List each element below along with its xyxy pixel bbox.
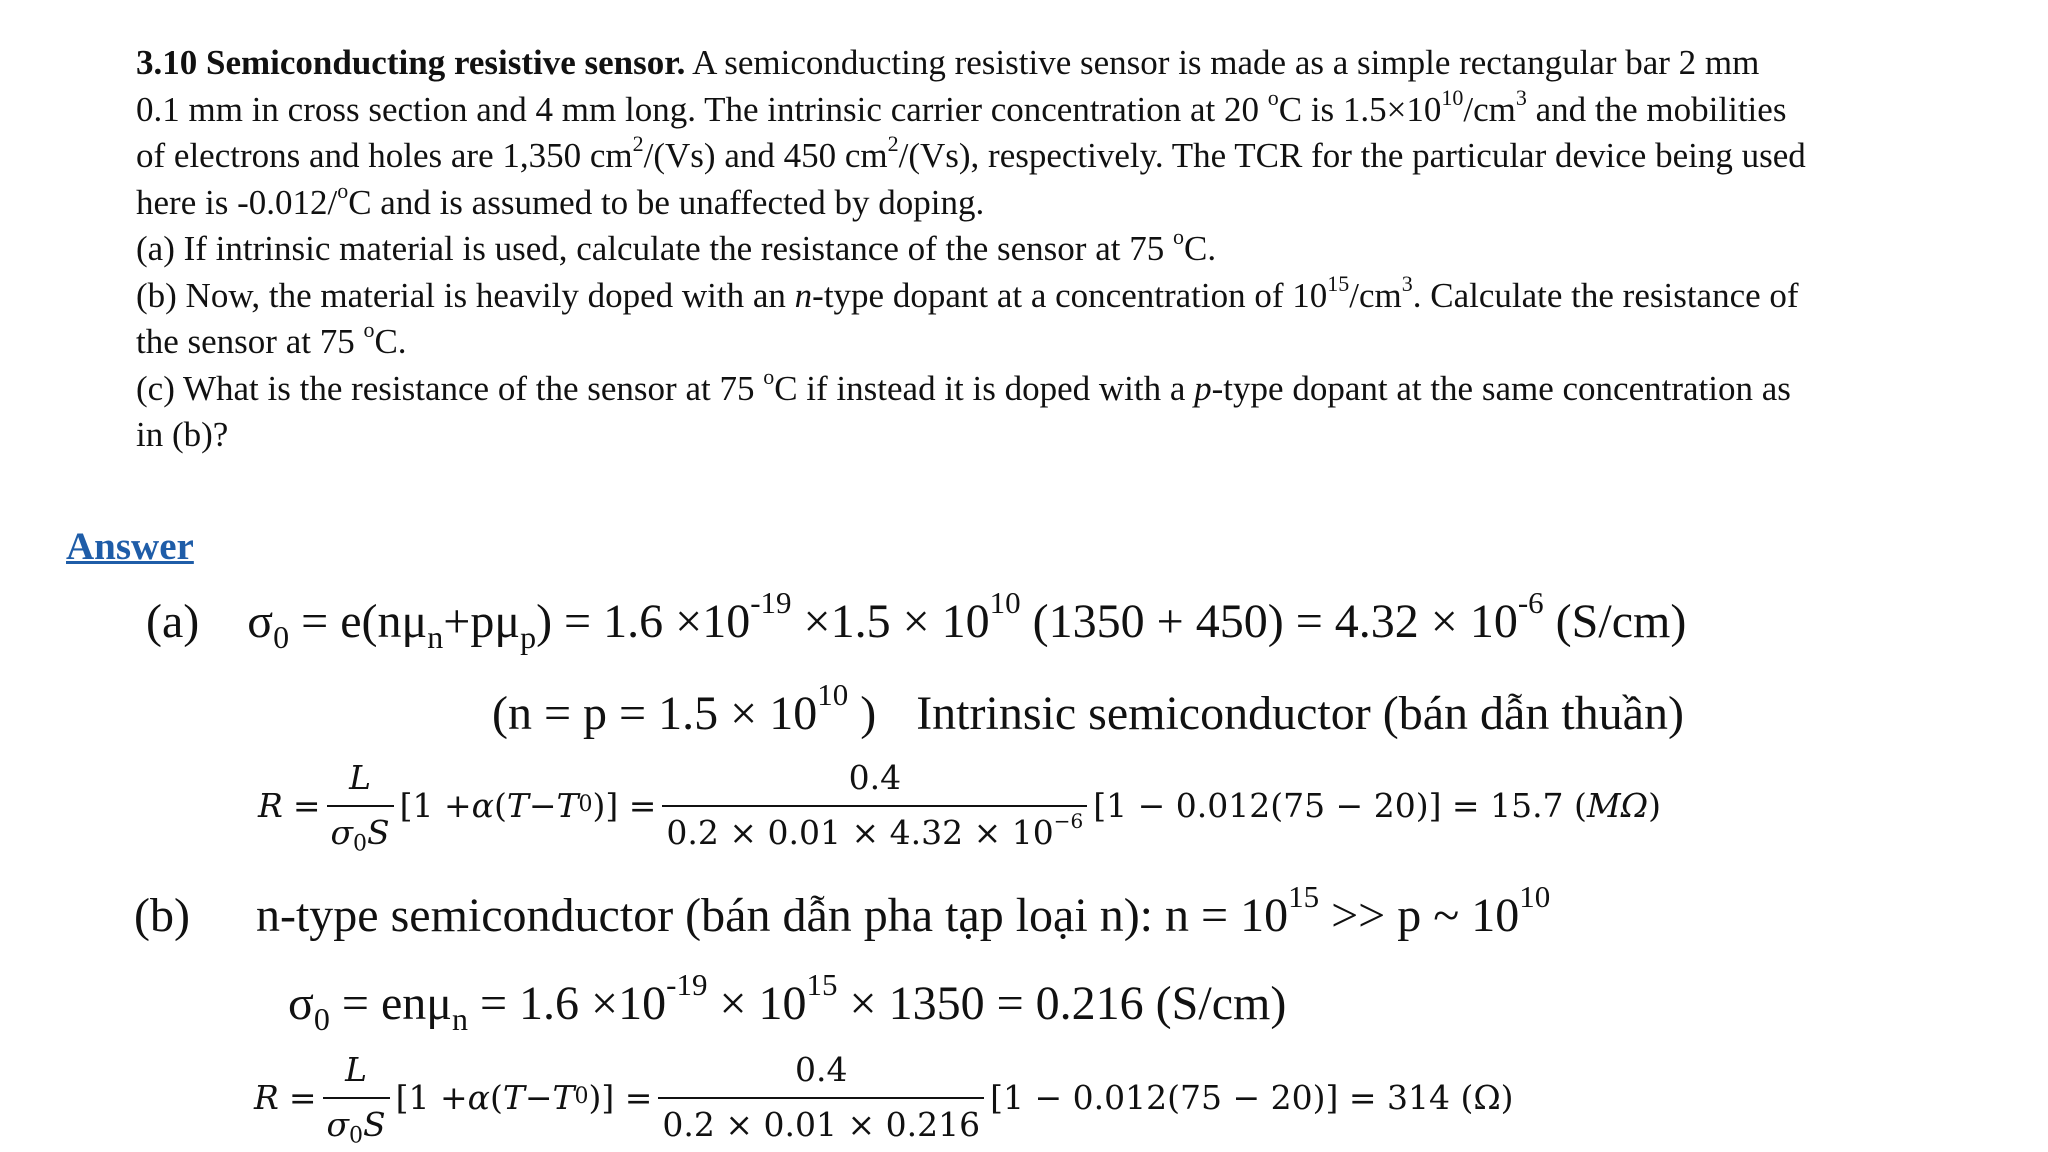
answer-heading-link[interactable]: Answer	[66, 525, 194, 568]
answer-a-label: (a)	[146, 595, 200, 648]
answer-b-sigma-line: $\sigma_0 = en\mu_n = 1.6 \times 10^{-19} \times 10^{15} \times 1350 = 0.216$ (S/cm)	[288, 966, 1287, 1038]
fraction-numeric-b: $\frac{0.4}{0.2 \times 0.01 \times 0.216}$	[658, 1050, 984, 1144]
problem-statement	[136, 40, 1996, 459]
answer-b-label: (b)	[134, 889, 190, 942]
problem-line-3: of electrons and holes are 1,350 $cm^2/(Vs)$ and 450 $cm^2/(Vs)$, respectively. The TCR for the particular device being used	[136, 131, 1806, 175]
problem-part-b: (b) Now, the material is heavily doped with an n-type dopant at a concentration of $10^{15}/cm^3$. Calculate the resistance of	[136, 270, 1799, 315]
answer-a-intrinsic-note: ($n = p = 1.5 \times 10^{10}$ ) Intrinsic semiconductor (bán dẫn thuần)	[492, 676, 1684, 740]
problem-line-4: here is -0.012/$^o$C and is assumed to be unaffected by doping.	[136, 177, 985, 222]
problem-part-c-cont: in (b)?	[136, 415, 229, 454]
problem-part-b-cont: the sensor at 75 $^o$C.	[136, 317, 407, 361]
answer-b-ntype-line: (b) n-type semiconductor (bán dẫn pha tạp loại n): $n = 10^{15} >> p$ ~ $10^{10}$	[134, 878, 1551, 942]
fraction-l-over-sigma-s: $\frac{L}{\sigma_0S}$	[327, 758, 394, 852]
answer-a-sigma-line: (a) $\sigma_0 = e(n\mu_n+p\mu_p) = 1.6 \times 10^{-19} \times 1.5 \times 10^{10}$ $(1350 + 450) = 4.32 \times 10^{-6}$ (S/cm)	[146, 584, 1687, 656]
answer-a-resistance-equation: R = $\frac{L}{\sigma_0S}$ [1 + α ( T − T 0 )] = $\frac{0.4}{0.2 \times 0.01 \times 4.32 \times 10^{-6}}$ [1 − 0.012(75 − 20)] = 15.7 ( MΩ )	[258, 758, 1661, 857]
fraction-l-over-sigma-s-b: $\frac{L}{\sigma_0S}$	[323, 1050, 390, 1144]
problem-part-c: (c) What is the resistance of the sensor at 75 $^o$C if instead it is doped with a p-type dopant at the same concentration as	[136, 363, 1791, 408]
problem-part-a: (a) If intrinsic material is used, calculate the resistance of the sensor at 75 $^o$C.	[136, 224, 1217, 268]
problem-title: 3.10 Semiconducting resistive sensor.	[136, 43, 686, 82]
problem-line-2: 0.1 mm in cross section and 4 mm long. The intrinsic carrier concentration at 20 $^o$C is $1.5\times 10^{10}/cm^3$ and the mobilities	[136, 84, 1787, 129]
fraction-numeric-a: $\frac{0.4}{0.2 \times 0.01 \times 4.32 \times 10^{-6}}$	[662, 758, 1087, 852]
answer-b-resistance-equation: R = $\frac{L}{\sigma_0S}$ [1 + α ( T − T 0 )] = $\frac{0.4}{0.2 \times 0.01 \times 0.216}$ [1 − 0.012(75 − 20)] = 314 (Ω)	[254, 1050, 1514, 1149]
problem-line-1: 3.10 Semiconducting resistive sensor. A semiconducting resistive sensor is made as a simple rectangular bar 2 mm	[136, 43, 1760, 82]
